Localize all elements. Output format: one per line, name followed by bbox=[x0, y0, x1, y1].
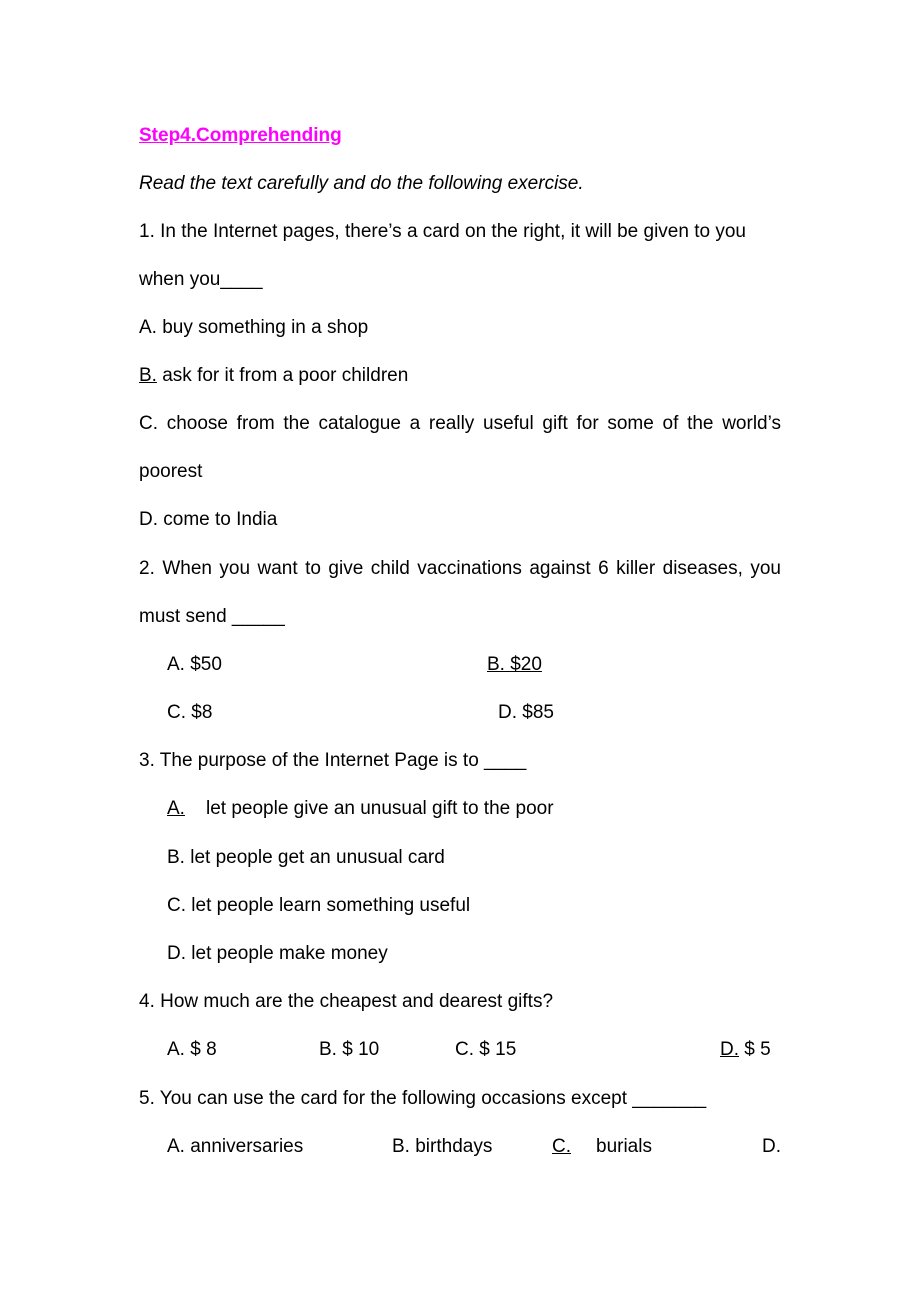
q3-option-c: C. let people learn something useful bbox=[167, 895, 471, 916]
q5-option-d: D. bbox=[762, 1136, 781, 1157]
q1-option-c-line2: poorest bbox=[139, 461, 203, 482]
q4-text: 4. How much are the cheapest and dearest gifts? bbox=[139, 991, 554, 1012]
q3-option-b: B. let people get an unusual card bbox=[167, 847, 445, 868]
q1-option-a: A. buy something in a shop bbox=[139, 317, 369, 338]
q3-option-a-letter: A. bbox=[167, 798, 185, 819]
q1-option-b-letter: B. bbox=[139, 365, 157, 386]
q1-option-b-text: ask for it from a poor children bbox=[156, 365, 409, 386]
q2-option-b: B. $20 bbox=[487, 654, 542, 675]
q1-option-b bbox=[139, 364, 408, 388]
q5-option-a: A. anniversaries bbox=[167, 1136, 304, 1157]
q2-option-c: C. $8 bbox=[167, 702, 213, 723]
q2-option-d: D. $85 bbox=[498, 702, 554, 723]
section-heading: Step4.Comprehending bbox=[139, 125, 342, 146]
q4-option-b: B. $ 10 bbox=[319, 1039, 380, 1060]
q3-option-d: D. let people make money bbox=[167, 943, 388, 964]
instruction-text: Read the text carefully and do the following exercise. bbox=[139, 173, 584, 194]
q4-option-d bbox=[720, 1038, 771, 1062]
q5-option-c-letter: C. bbox=[552, 1136, 571, 1157]
q1-option-c-line1: C. choose from the catalogue a really useful gift for some of the world’s bbox=[139, 413, 781, 434]
q4-option-a: A. $ 8 bbox=[167, 1039, 217, 1060]
q5-option-c-text: burials bbox=[596, 1136, 652, 1157]
q2-option-a: A. $50 bbox=[167, 654, 222, 675]
q1-text-line2: when you____ bbox=[139, 269, 263, 290]
q4-option-c: C. $ 15 bbox=[455, 1039, 517, 1060]
q1-text-line1: 1. In the Internet pages, there’s a card on the right, it will be given to you bbox=[139, 221, 746, 242]
q1-option-d: D. come to India bbox=[139, 509, 278, 530]
q2-text-line1: 2. When you want to give child vaccinations against 6 killer diseases, you bbox=[139, 558, 781, 579]
q2-text-line2: must send _____ bbox=[139, 606, 285, 627]
q3-option-a-text: let people give an unusual gift to the poor bbox=[206, 798, 554, 819]
q5-text: 5. You can use the card for the following occasions except _______ bbox=[139, 1088, 707, 1109]
q5-option-b: B. birthdays bbox=[392, 1136, 493, 1157]
q4-option-d-text: $ 5 bbox=[739, 1039, 771, 1060]
q3-text: 3. The purpose of the Internet Page is to ____ bbox=[139, 750, 527, 771]
q4-option-d-letter: D. bbox=[720, 1039, 739, 1060]
